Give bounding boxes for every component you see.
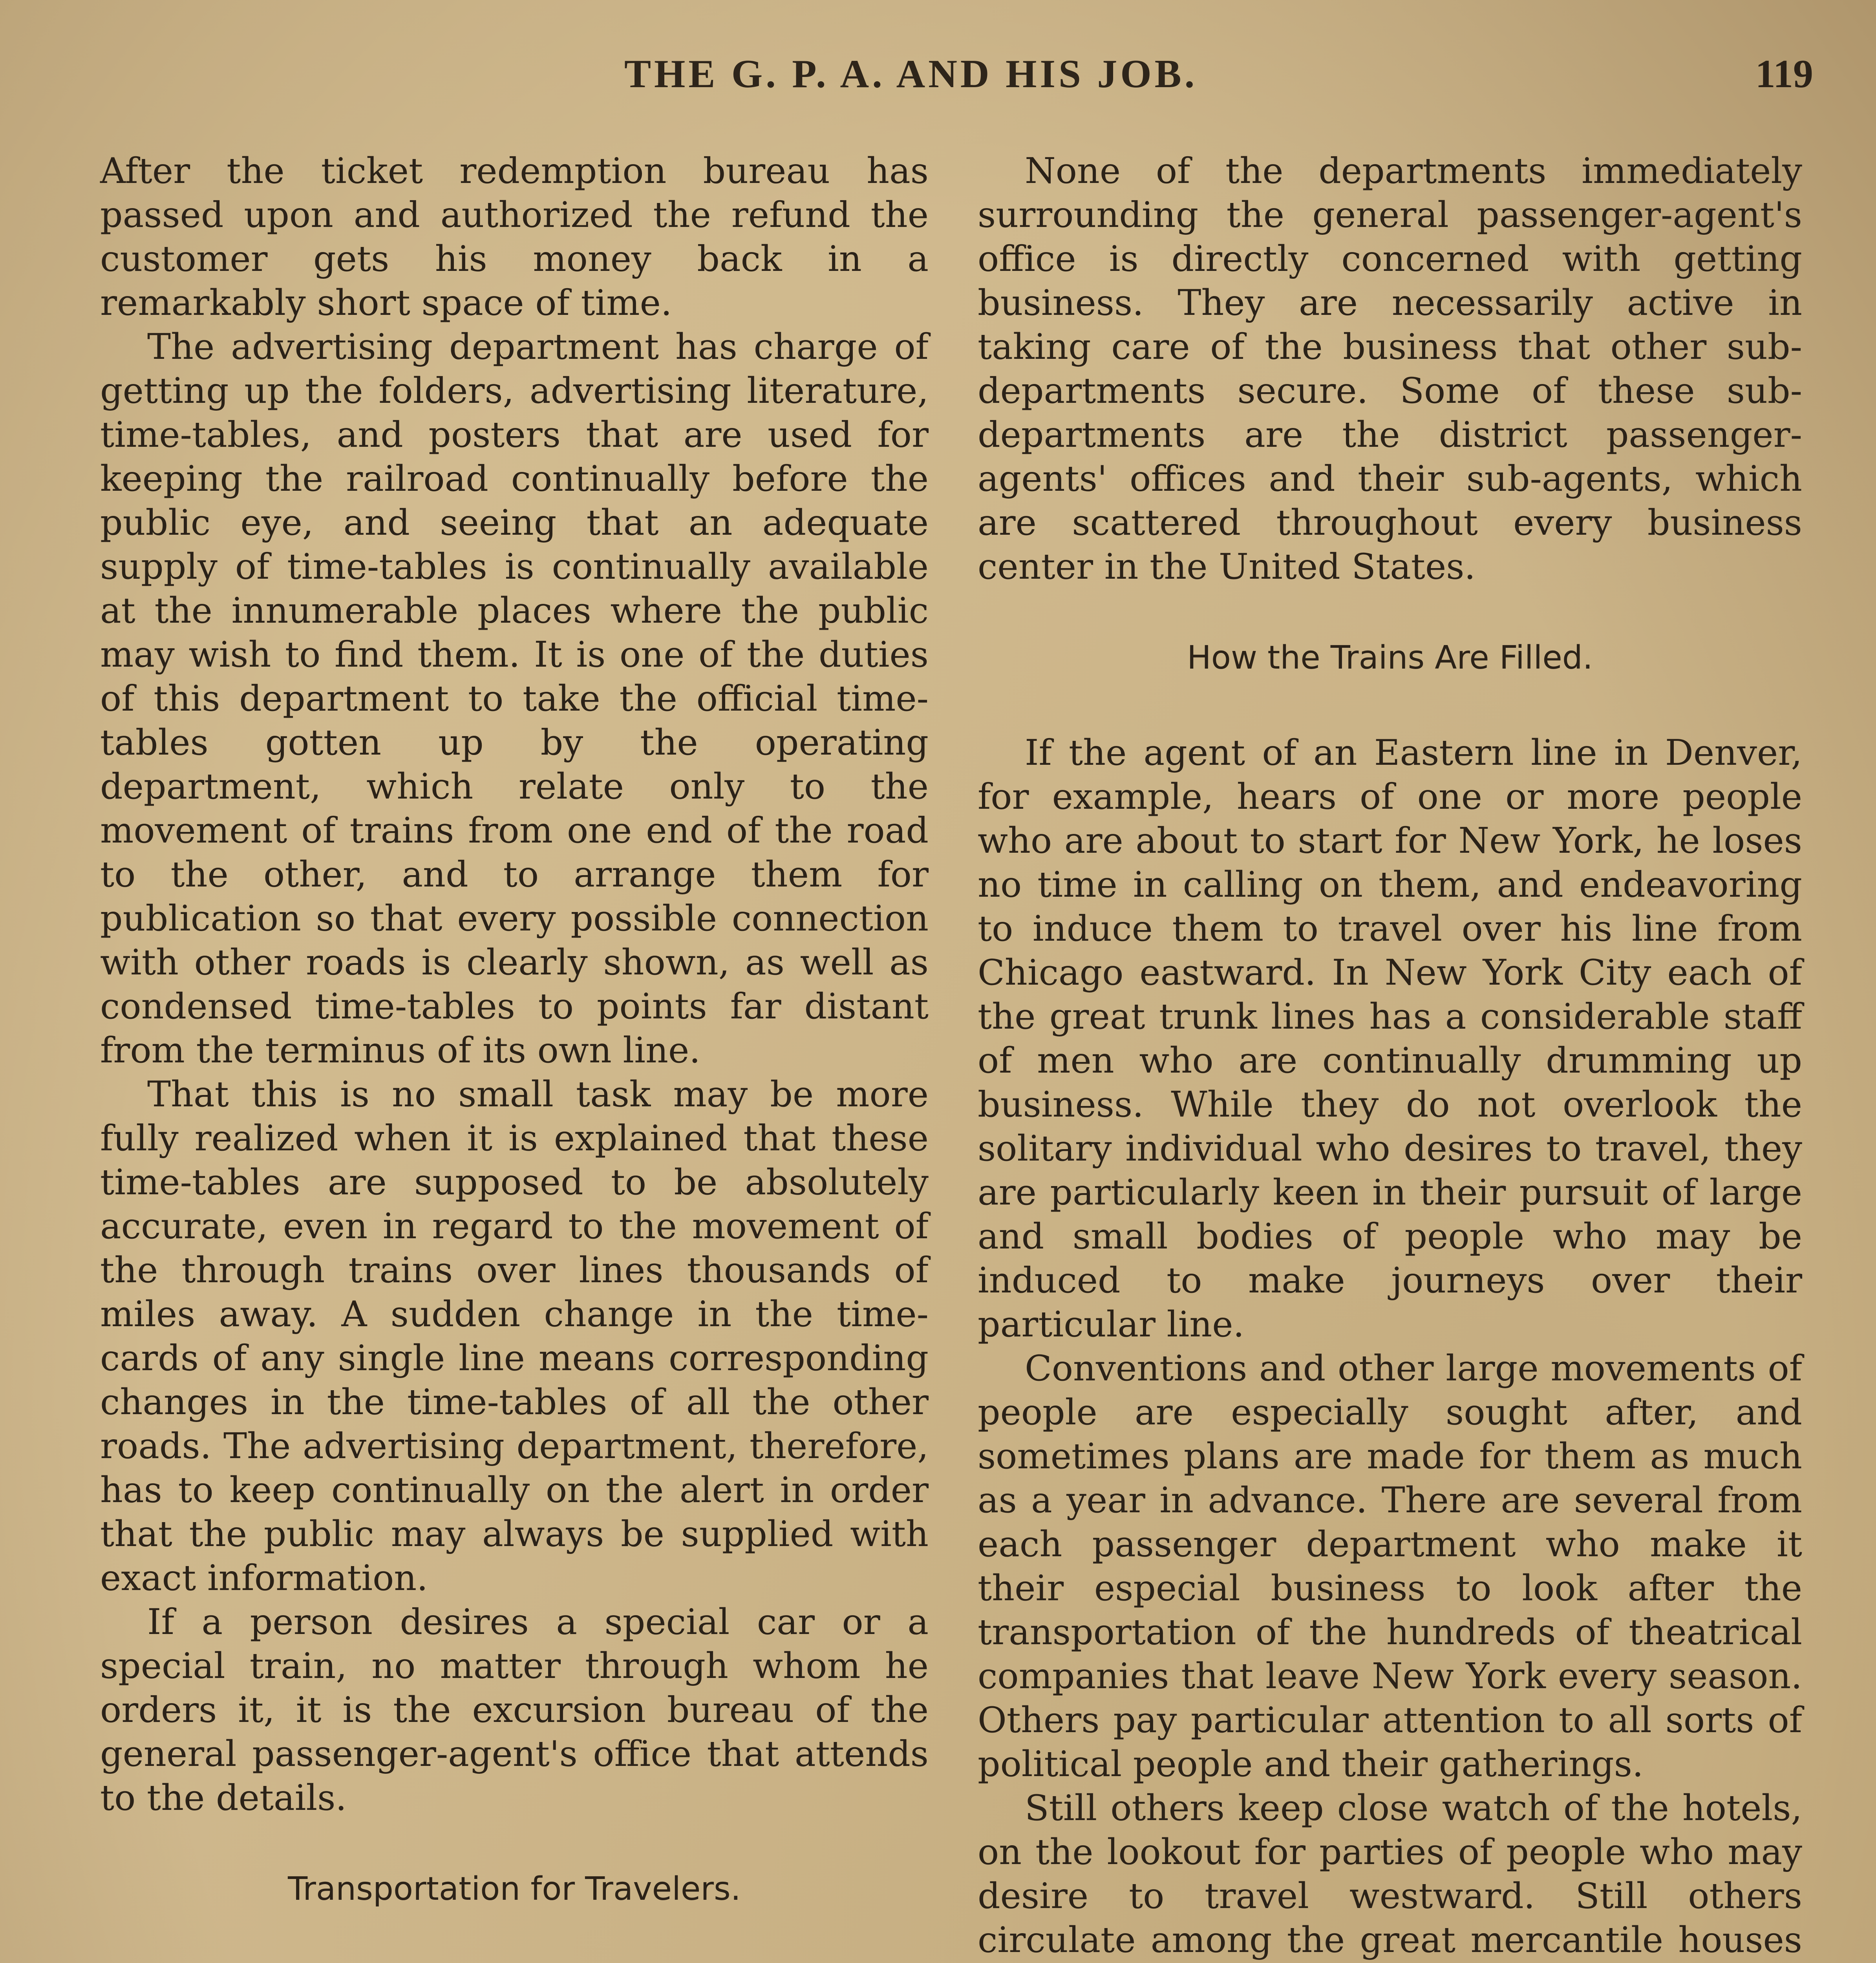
- paragraph: If the agent of an Eastern line in Denver, for example, hears of one or more people who are about to start for New York, he loses no time in calling on them, and endeavoring to induce them to travel over his line from Chicago eastward. In New York City each of the great trunk lines has a considerable staff of men who are continually drumming up business. While they do not overlook the solitary individual who desires to travel, they are particularly keen in their pursuit of large and small bodies of people who may be induced to make journeys over their particular line.: [978, 732, 1802, 1345]
- paragraph: The advertising department has charge of getting up the folders, advertising literature, time-tables, and posters that are used for keeping the railroad continually before the public eye, and seeing that an adequate supply of time-tables is continually available at the innumerable places where the public may wish to find them. It is one of the duties of this department to take the official time-tables gotten up by the operating department, which relate only to the movement of trains from one end of the road to the other, and to arrange them for publication so that every possible connection with other roads is clearly shown, as well as condensed time-tables to points far distant from the terminus of its own line.: [100, 326, 929, 1071]
- section-subhead: Transportation for Travelers.: [288, 1870, 741, 1908]
- right-column: [978, 149, 1802, 1963]
- paragraph: That this is no small task may be more fully realized when it is explained that these time-tables are supposed to be absolutely accurate, even in regard to the movement of the through trains over lines thousands of miles away. A sudden change in the time-cards of any single line means corresponding changes in the time-tables of all the other roads. The advertising department, therefore, has to keep continually on the alert in order that the public may always be supplied with exact information.: [100, 1074, 929, 1599]
- page-header: [0, 51, 1876, 106]
- paragraph: Still others keep close watch of the hotels, on the lookout for parties of people who may desire to travel westward. Still others circulate among the great mercantile houses: [978, 1788, 1802, 1961]
- running-head: THE G. P. A. AND HIS JOB.: [624, 52, 1198, 96]
- paragraph: Conventions and other large movements of people are especially sought after, and sometimes plans are made for them as much as a year in advance. There are several from each passenger department who make it their especial business to look after the transportation of the hundreds of theatrical companies that leave New York every season. Others pay particular attention to all sorts of political people and their gatherings.: [978, 1348, 1802, 1785]
- section-subhead: How the Trains Are Filled.: [1187, 639, 1593, 676]
- page-number: 119: [1755, 52, 1813, 96]
- paragraph: After the ticket redemption bureau has passed upon and authorized the refund the customer gets his money back in a remarkably short space of time.: [100, 150, 929, 324]
- paragraph: If a person desires a special car or a special train, no matter through whom he orders it, it is the excursion bureau of the general passenger-agent's office that attends to the details.: [100, 1601, 929, 1819]
- paragraph: None of the departments immediately surrounding the general passenger-agent's office is directly concerned with getting business. They are necessarily active in taking care of the business that other sub-departments secure. Some of these sub-departments are the district passenger-agents' offices and their sub-agents, which are scattered throughout every business center in the United States.: [978, 150, 1802, 587]
- left-column: [100, 149, 929, 1963]
